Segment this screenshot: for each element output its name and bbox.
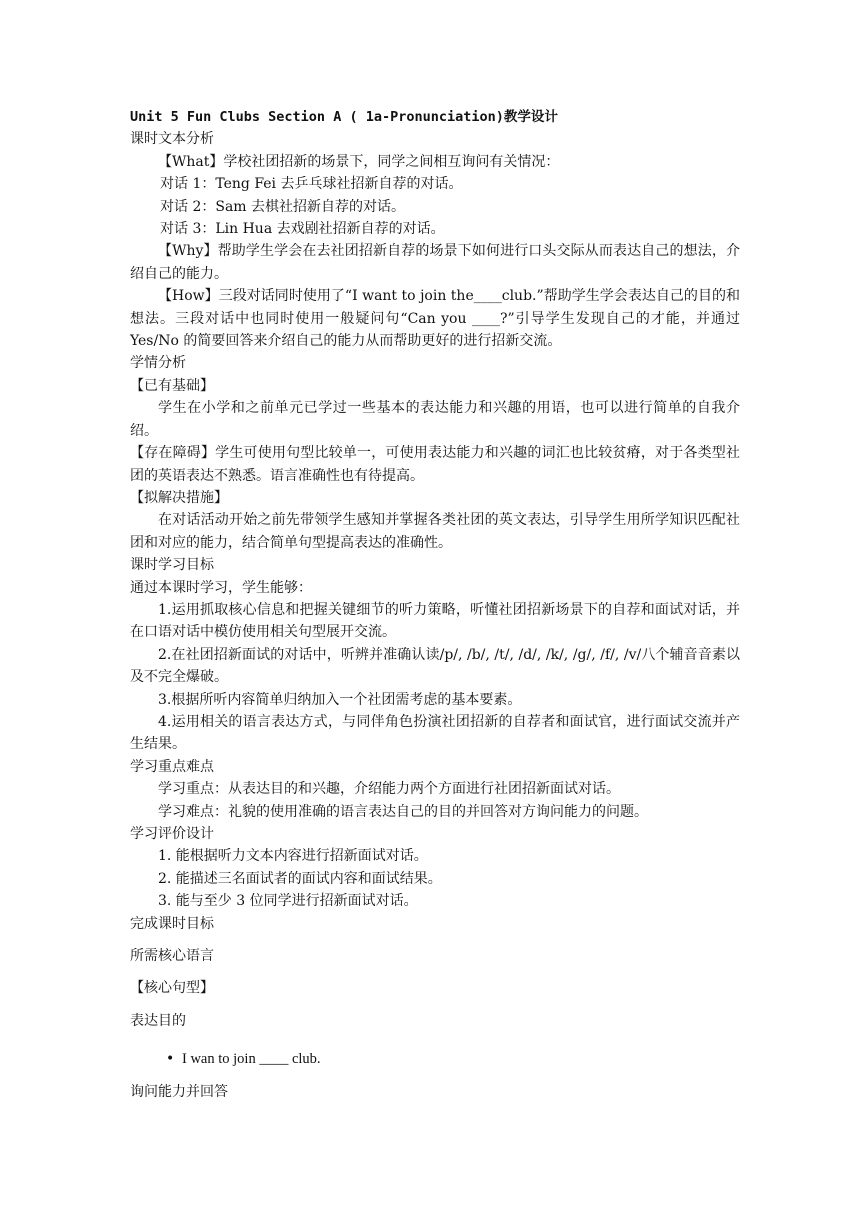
why-paragraph: 【Why】帮助学生学会在去社团招新自荐的场景下如何进行口头交际从而表达自己的想法，介绍自己的能力。 [130, 243, 740, 282]
key-focus: 学习重点：从表达目的和兴趣，介绍能力两个方面进行社团招新面试对话。 [158, 781, 620, 798]
evaluation-item: 1. 能根据听力文本内容进行招新面试对话。 [158, 848, 428, 865]
dialogue-3: 对话 3：Lin Hua 去戏剧社招新自荐的对话。 [160, 221, 445, 238]
title-english: Unit 5 Fun Clubs Section A ( 1a-Pronunciation) [130, 109, 504, 125]
measure-label: 【拟解决措施】 [130, 489, 228, 506]
core-sentences-heading: 【核心句型】 [130, 980, 214, 997]
section-heading-objectives: 课时学习目标 [130, 557, 214, 574]
bullet-item [130, 1048, 740, 1070]
objective-item: 3.根据所听内容简单归纳加入一个社团需考虑的基本要素。 [158, 691, 522, 708]
bullet-icon: • [166, 1051, 175, 1068]
how-paragraph: 【How】三段对话同时使用了“I want to join the____club.”帮助学生学会表达自己的目的和想法。三段对话中也同时使用一般疑问句“Can you ____?”引导学生发现自己的才能，并通过 Yes/No 的简要回答来介绍自己的能力从而帮助更好的进行招新交流。 [130, 288, 740, 350]
dialogue-2: 对话 2：Sam 去棋社招新自荐的对话。 [160, 198, 406, 215]
evaluation-item: 3. 能与至少 3 位同学进行招新面试对话。 [158, 893, 418, 910]
what-paragraph: 【What】学校社团招新的场景下，同学之间相互询问有关情况： [158, 153, 560, 170]
ask-ability-heading: 询问能力并回答 [130, 1083, 228, 1100]
section-heading-evaluation: 学习评价设计 [130, 826, 214, 842]
basis-label: 【已有基础】 [130, 377, 214, 394]
bullet-text: I wan to join ____ club. [182, 1051, 321, 1068]
section-heading-text-analysis: 课时文本分析 [130, 131, 214, 148]
section-heading-key-points: 学习重点难点 [130, 758, 214, 775]
title-chinese: 教学设计 [503, 109, 558, 125]
objective-item: 2.在社团招新面试的对话中，听辨并准确认读/p/, /b/, /t/, /d/, /k/, /g/, /f/, /v/八个辅音音素以及不完全爆破。 [130, 646, 740, 686]
measure-paragraph: 在对话活动开始之前先带领学生感知并掌握各类社团的英文表达，引导学生用所学知识匹配社团和对应的能力，结合简单句型提高表达的准确性。 [130, 512, 740, 551]
express-purpose-heading: 表达目的 [130, 1012, 186, 1029]
obstacle-paragraph: 【存在障碍】学生可使用句型比较单一，可使用表达能力和兴趣的词汇也比较贫瘠，对于各类型社团的英语表达不熟悉。语言准确性也有待提高。 [130, 445, 740, 484]
key-difficulty: 学习难点：礼貌的使用准确的语言表达自己的目的并回答对方询问能力的问题。 [158, 803, 648, 820]
objective-item: 1.运用抓取核心信息和把握关键细节的听力策略，听懂社团招新场景下的自荐和面试对话，并在口语对话中模仿使用相关句型展开交流。 [130, 601, 740, 641]
document-title [130, 106, 740, 128]
objectives-intro: 通过本课时学习，学生能够： [130, 579, 312, 596]
basis-paragraph: 学生在小学和之前单元已学过一些基本的表达能力和兴趣的用语，也可以进行简单的自我介绍。 [130, 400, 740, 439]
complete-goal-heading: 完成课时目标 [130, 915, 214, 932]
dialogue-1: 对话 1：Teng Fei 去乒乓球社招新自荐的对话。 [160, 176, 463, 193]
objective-item: 4.运用相关的语言表达方式，与同伴角色扮演社团招新的自荐者和面试官，进行面试交流并产生结果。 [130, 713, 740, 753]
evaluation-item: 2. 能描述三名面试者的面试内容和面试结果。 [158, 870, 442, 887]
core-language-heading: 所需核心语言 [130, 948, 214, 965]
section-heading-learner-analysis: 学情分析 [130, 355, 186, 372]
document-body [130, 106, 740, 1103]
